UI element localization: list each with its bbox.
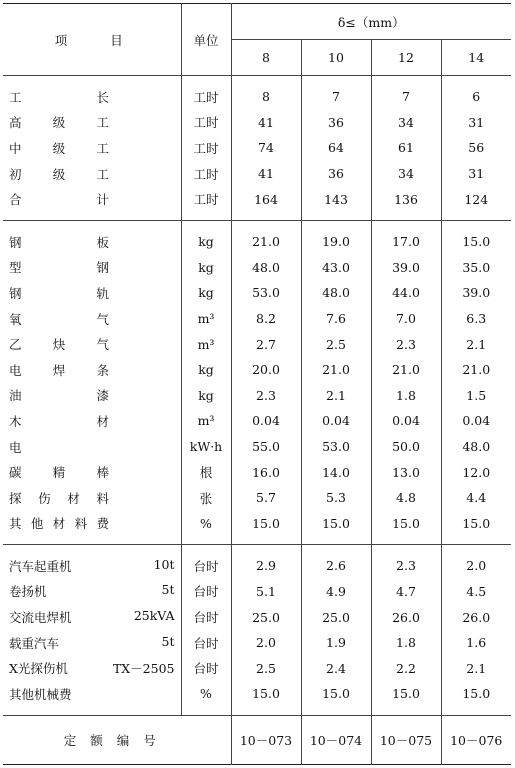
item-name: 钢板 <box>9 234 109 250</box>
value-cell: 2.0 <box>441 553 511 579</box>
item-name: 载重汽车 <box>9 635 60 651</box>
value-cell: 2.7 <box>231 331 301 357</box>
item-cell <box>3 408 181 434</box>
value-cell: 0.04 <box>371 408 441 434</box>
table-row <box>3 229 511 255</box>
table-row <box>3 280 511 306</box>
unit-cell: kg <box>181 383 231 409</box>
value-cell: 31 <box>441 110 511 136</box>
item-name: 其他机械费 <box>9 686 72 702</box>
value-cell: 0.04 <box>231 408 301 434</box>
section-gap <box>3 220 511 229</box>
section-gap <box>3 76 511 85</box>
unit-cell: 工时 <box>181 135 231 161</box>
value-cell: 15.0 <box>371 681 441 707</box>
table-row <box>3 408 511 434</box>
value-cell: 15.0 <box>231 681 301 707</box>
value-cell: 1.8 <box>371 630 441 656</box>
value-cell: 1.8 <box>371 383 441 409</box>
value-cell: 31 <box>441 161 511 187</box>
unit-cell: m³ <box>181 408 231 434</box>
quota-number-row <box>3 715 511 764</box>
unit-cell: 台时 <box>181 655 231 681</box>
item-cell <box>3 485 181 511</box>
value-cell: 2.3 <box>371 553 441 579</box>
unit-cell: 工时 <box>181 84 231 110</box>
item-spec: 10t <box>153 556 175 572</box>
table-row <box>3 681 511 707</box>
value-cell: 2.2 <box>371 655 441 681</box>
item-name: 钢轨 <box>9 285 109 301</box>
item-name: 高级工 <box>9 115 109 131</box>
item-cell <box>3 383 181 409</box>
quota-code: 10－075 <box>371 715 441 764</box>
value-cell: 4.4 <box>441 485 511 511</box>
item-cell <box>3 459 181 485</box>
value-cell: 136 <box>371 186 441 212</box>
value-cell: 15.0 <box>301 681 371 707</box>
table-row <box>3 459 511 485</box>
value-cell: 8.2 <box>231 306 301 332</box>
value-cell: 2.9 <box>231 553 301 579</box>
item-cell <box>3 681 181 707</box>
unit-cell: 工时 <box>181 110 231 136</box>
table-row <box>3 110 511 136</box>
value-cell: 7.6 <box>301 306 371 332</box>
table-row <box>3 357 511 383</box>
value-cell: 164 <box>231 186 301 212</box>
col-14: 14 <box>441 40 511 76</box>
value-cell: 48.0 <box>231 255 301 281</box>
value-cell: 6 <box>441 84 511 110</box>
value-cell: 20.0 <box>231 357 301 383</box>
value-cell: 1.9 <box>301 630 371 656</box>
value-cell: 36 <box>301 161 371 187</box>
table-row <box>3 511 511 537</box>
item-name: 碳精棒 <box>9 465 109 481</box>
quota-code: 10－073 <box>231 715 301 764</box>
value-cell: 74 <box>231 135 301 161</box>
unit-cell: % <box>181 511 231 537</box>
value-cell: 7.0 <box>371 306 441 332</box>
value-cell: 5.7 <box>231 485 301 511</box>
item-name: 氧气 <box>9 311 109 327</box>
table-row <box>3 630 511 656</box>
item-header: 项 目 <box>54 32 129 48</box>
item-cell <box>3 511 181 537</box>
value-cell: 25.0 <box>301 604 371 630</box>
value-cell: 21.0 <box>301 357 371 383</box>
col-8: 8 <box>231 40 301 76</box>
value-cell: 4.7 <box>371 579 441 605</box>
section-gap <box>3 707 511 716</box>
section-gap <box>3 545 511 554</box>
value-cell: 15.0 <box>301 511 371 537</box>
value-cell: 43.0 <box>301 255 371 281</box>
unit-cell: 工时 <box>181 161 231 187</box>
item-name: 卷扬机 <box>9 584 47 600</box>
item-name: 工长 <box>9 89 109 105</box>
item-cell <box>3 135 181 161</box>
item-name: 乙炔气 <box>9 337 109 353</box>
value-cell: 21.0 <box>231 229 301 255</box>
value-cell: 4.9 <box>301 579 371 605</box>
item-cell <box>3 161 181 187</box>
item-cell <box>3 110 181 136</box>
quota-number-label: 定额编号 <box>3 715 231 764</box>
quota-code: 10－076 <box>441 715 511 764</box>
item-cell <box>3 84 181 110</box>
item-cell <box>3 604 181 630</box>
unit-cell: 工时 <box>181 186 231 212</box>
unit-cell: kg <box>181 357 231 383</box>
table-row <box>3 84 511 110</box>
unit-cell: 张 <box>181 485 231 511</box>
table-row <box>3 604 511 630</box>
item-cell <box>3 630 181 656</box>
table-row <box>3 331 511 357</box>
item-cell <box>3 229 181 255</box>
table-row <box>3 161 511 187</box>
item-name: 合计 <box>9 192 109 208</box>
value-cell: 2.1 <box>441 331 511 357</box>
value-cell: 16.0 <box>231 459 301 485</box>
value-cell: 8 <box>231 84 301 110</box>
item-cell <box>3 255 181 281</box>
value-cell: 39.0 <box>441 280 511 306</box>
value-cell: 55.0 <box>231 434 301 460</box>
value-cell: 2.3 <box>371 331 441 357</box>
item-cell <box>3 655 181 681</box>
unit-cell: 台时 <box>181 630 231 656</box>
unit-cell: m³ <box>181 331 231 357</box>
value-cell: 2.6 <box>301 553 371 579</box>
section-gap <box>3 536 511 545</box>
value-cell: 5.1 <box>231 579 301 605</box>
value-cell: 143 <box>301 186 371 212</box>
value-cell: 13.0 <box>371 459 441 485</box>
item-name: 油漆 <box>9 388 109 404</box>
value-cell: 41 <box>231 110 301 136</box>
value-cell: 15.0 <box>441 681 511 707</box>
item-name: 电焊条 <box>9 362 109 378</box>
col-12: 12 <box>371 40 441 76</box>
value-cell: 7 <box>301 84 371 110</box>
value-cell: 17.0 <box>371 229 441 255</box>
thickness-header: δ≤（mm） <box>231 4 511 40</box>
table-row <box>3 255 511 281</box>
value-cell: 0.04 <box>441 408 511 434</box>
item-spec: 25kVA <box>133 608 175 624</box>
value-cell: 35.0 <box>441 255 511 281</box>
item-name: 型钢 <box>9 260 109 276</box>
unit-cell: 根 <box>181 459 231 485</box>
item-spec: 5t <box>161 582 175 598</box>
section-gap <box>3 212 511 221</box>
value-cell: 39.0 <box>371 255 441 281</box>
item-cell <box>3 579 181 605</box>
unit-cell: 台时 <box>181 579 231 605</box>
value-cell: 44.0 <box>371 280 441 306</box>
value-cell: 15.0 <box>371 511 441 537</box>
item-cell <box>3 553 181 579</box>
value-cell: 53.0 <box>301 434 371 460</box>
unit-header: 单位 <box>181 4 231 76</box>
table-row <box>3 383 511 409</box>
value-cell: 2.1 <box>441 655 511 681</box>
value-cell: 2.0 <box>231 630 301 656</box>
table-row <box>3 579 511 605</box>
value-cell: 19.0 <box>301 229 371 255</box>
item-name: 初级工 <box>9 166 109 182</box>
value-cell: 5.3 <box>301 485 371 511</box>
value-cell: 15.0 <box>441 229 511 255</box>
value-cell: 2.4 <box>301 655 371 681</box>
value-cell: 21.0 <box>371 357 441 383</box>
item-name: 其他材料费 <box>9 516 109 532</box>
value-cell: 2.3 <box>231 383 301 409</box>
value-cell: 21.0 <box>441 357 511 383</box>
value-cell: 26.0 <box>371 604 441 630</box>
value-cell: 36 <box>301 110 371 136</box>
item-cell <box>3 280 181 306</box>
col-10: 10 <box>301 40 371 76</box>
value-cell: 61 <box>371 135 441 161</box>
quota-code: 10－074 <box>301 715 371 764</box>
item-name: 汽车起重机 <box>9 558 72 574</box>
unit-cell: kg <box>181 280 231 306</box>
table-row <box>3 553 511 579</box>
table-row <box>3 186 511 212</box>
unit-cell: % <box>181 681 231 707</box>
value-cell: 7 <box>371 84 441 110</box>
unit-cell: m³ <box>181 306 231 332</box>
table-row <box>3 655 511 681</box>
unit-cell: kW·h <box>181 434 231 460</box>
table-row <box>3 135 511 161</box>
item-spec: 5t <box>161 633 175 649</box>
item-name: 探伤材料 <box>9 490 109 506</box>
value-cell: 50.0 <box>371 434 441 460</box>
unit-cell: 台时 <box>181 553 231 579</box>
value-cell: 1.6 <box>441 630 511 656</box>
value-cell: 41 <box>231 161 301 187</box>
value-cell: 2.5 <box>301 331 371 357</box>
value-cell: 15.0 <box>231 511 301 537</box>
item-cell <box>3 331 181 357</box>
unit-cell: kg <box>181 255 231 281</box>
table-row <box>3 434 511 460</box>
item-cell <box>3 186 181 212</box>
value-cell: 2.5 <box>231 655 301 681</box>
value-cell: 56 <box>441 135 511 161</box>
item-name: 交流电焊机 <box>9 610 72 626</box>
item-name: 中级工 <box>9 140 109 156</box>
item-spec: TX－2505 <box>112 661 175 677</box>
value-cell: 14.0 <box>301 459 371 485</box>
unit-cell: kg <box>181 229 231 255</box>
value-cell: 0.04 <box>301 408 371 434</box>
item-name: 木材 <box>9 413 109 429</box>
value-cell: 12.0 <box>441 459 511 485</box>
value-cell: 1.5 <box>441 383 511 409</box>
value-cell: 53.0 <box>231 280 301 306</box>
value-cell: 4.5 <box>441 579 511 605</box>
unit-cell: 台时 <box>181 604 231 630</box>
value-cell: 26.0 <box>441 604 511 630</box>
item-name: X光探伤机 <box>9 661 68 677</box>
value-cell: 34 <box>371 161 441 187</box>
value-cell: 124 <box>441 186 511 212</box>
value-cell: 34 <box>371 110 441 136</box>
quota-table <box>3 3 511 765</box>
value-cell: 2.1 <box>301 383 371 409</box>
table-row <box>3 306 511 332</box>
table-row <box>3 485 511 511</box>
value-cell: 15.0 <box>441 511 511 537</box>
value-cell: 6.3 <box>441 306 511 332</box>
value-cell: 64 <box>301 135 371 161</box>
item-cell <box>3 357 181 383</box>
value-cell: 25.0 <box>231 604 301 630</box>
value-cell: 48.0 <box>441 434 511 460</box>
value-cell: 48.0 <box>301 280 371 306</box>
value-cell: 4.8 <box>371 485 441 511</box>
item-cell <box>3 306 181 332</box>
item-cell <box>3 434 181 460</box>
item-name: 电 <box>9 439 22 455</box>
